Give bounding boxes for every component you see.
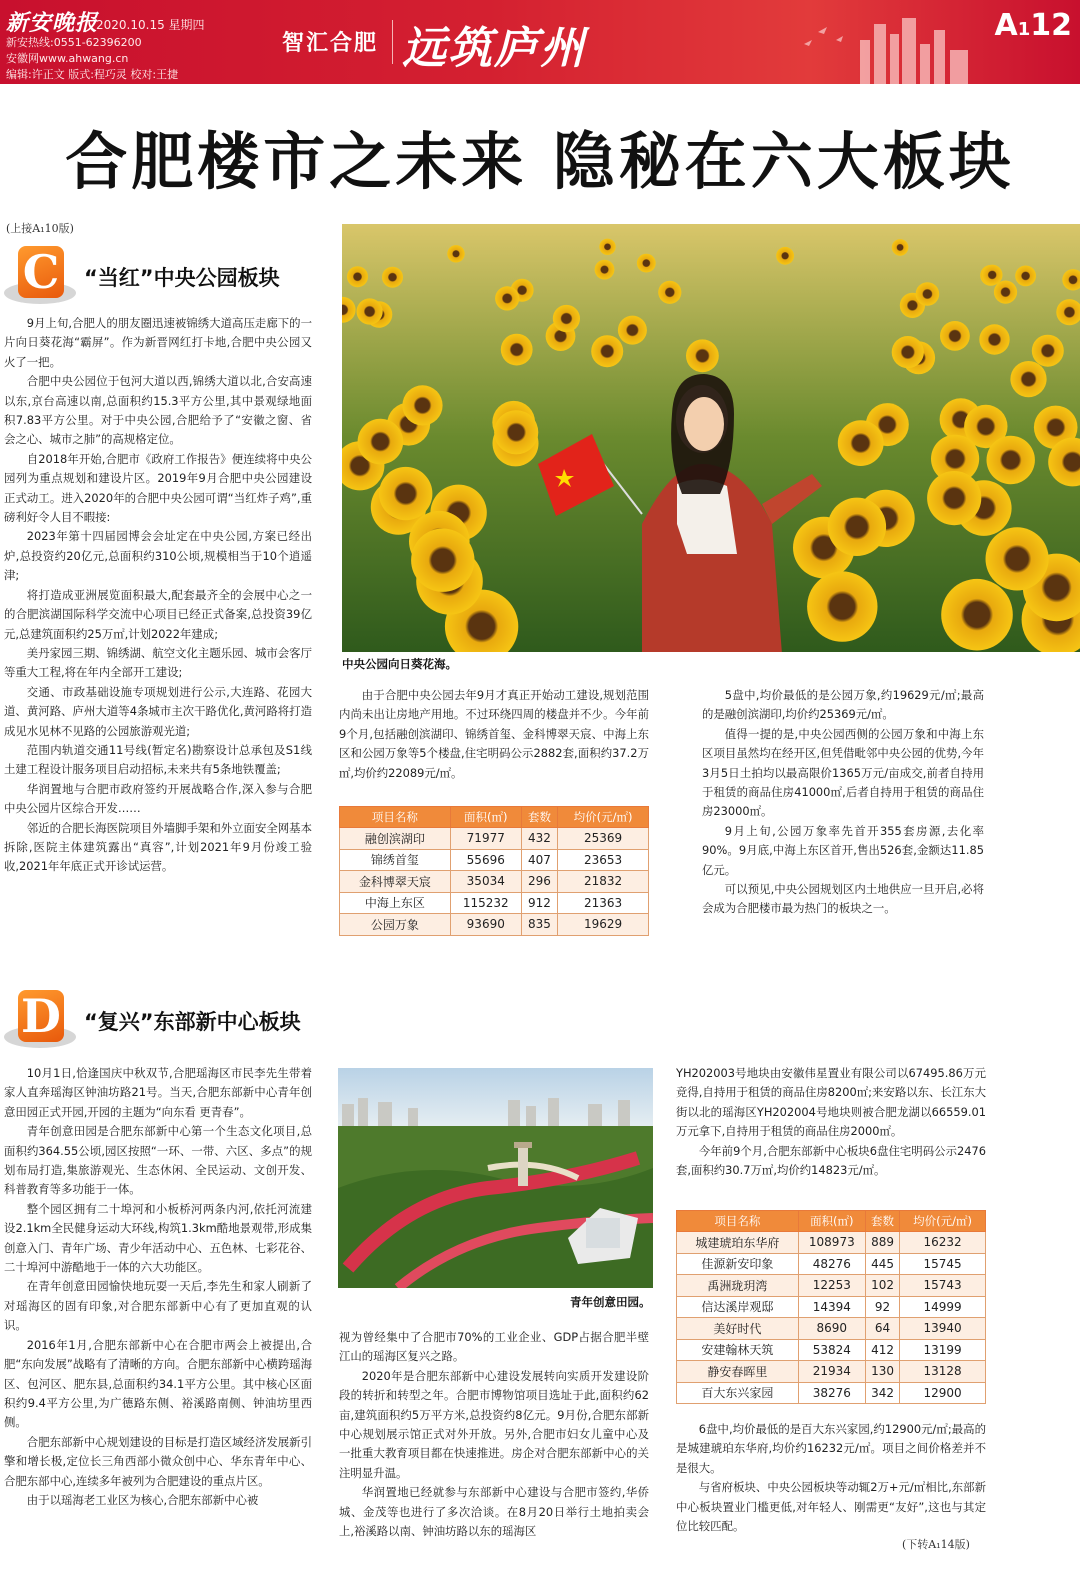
paragraph: YH202003号地块由安徽伟星置业有限公司以67495.86万元竞得,自持用于租赁的商品住房8200㎡;来安路以东、长江东大街以北的瑶海区YH202004号地块则被合肥龙湖以66559.01万元拿下,自持用于租赁的商品住房2000㎡。 bbox=[676, 1066, 986, 1139]
table-cell: 城建琥珀东华府 bbox=[677, 1232, 799, 1254]
paragraph: 美丹家园三期、锦绣湖、航空文化主题乐园、城市会客厅等重大工程,将在年内全部开工建设; bbox=[4, 645, 312, 680]
table-cell: 115232 bbox=[450, 892, 521, 914]
paragraph: 在青年创意田园愉快地玩耍一天后,李先生和家人刷新了对瑶海区的固有印象,对合肥东部新中心有了更加直观的认识。 bbox=[4, 1279, 312, 1333]
table-row bbox=[340, 914, 649, 936]
paragraph: 6盘中,均价最低的是百大东兴家园,约12900元/㎡;最高的是城建琥珀东华府,均价约16232元/㎡。项目之间价格差并不是很大。 bbox=[676, 1422, 986, 1475]
table-cell: 108973 bbox=[798, 1232, 865, 1254]
column-header: 均价(元/㎡) bbox=[558, 807, 649, 828]
headline: 合肥楼市之未来 隐秘在六大板块 bbox=[65, 125, 1015, 198]
table-row bbox=[677, 1361, 986, 1383]
paper-logo: 新安晚报 bbox=[6, 10, 99, 36]
sunflower-icon bbox=[994, 281, 1017, 304]
table-cell: 889 bbox=[865, 1232, 899, 1254]
table-cell: 93690 bbox=[450, 914, 521, 936]
table-cell: 信达溪岸观邸 bbox=[677, 1296, 799, 1318]
sunflower-icon bbox=[892, 336, 924, 368]
paragraph: 2020年是合肥东部新中心建设发展转向实质开发建设阶段的转折和转型之年。合肥市博物馆项目选址于此,面积约62亩,建筑面积约5万平方米,总投资约8亿元。9月份,合肥东部新中心规划展示馆正式对外开放。另外,合肥市妇女儿童中心及一批重大教育项目都在快速推进。房企对合肥东部新中心的关注明显升温。 bbox=[339, 1368, 649, 1480]
sunflower-icon bbox=[411, 529, 474, 592]
sunflower-icon bbox=[941, 579, 1013, 651]
sunflower-icon bbox=[382, 267, 403, 288]
column-header: 套数 bbox=[865, 1211, 899, 1232]
paragraph: 2023年第十四届园博会会址定在中央公园,方案已经出炉,总投资约20亿元,总面积约310公顷,规模相当于10个逍遥津; bbox=[4, 529, 312, 583]
paragraph: 由于以瑶海老工业区为核心,合肥东部新中心被 bbox=[26, 1492, 259, 1507]
sunflower-icon bbox=[595, 260, 615, 280]
table-cell: 445 bbox=[865, 1253, 899, 1275]
table-cell: 禹洲珑玥湾 bbox=[677, 1275, 799, 1297]
section-d-column-3b bbox=[676, 1420, 986, 1536]
section-c-column-3 bbox=[702, 686, 984, 919]
hotline: 新安热线:0551-62396200 bbox=[6, 36, 142, 49]
table-cell: 21832 bbox=[558, 871, 649, 893]
sunflower-icon bbox=[447, 245, 464, 262]
section-d-letter: D bbox=[18, 990, 64, 1042]
table-cell: 835 bbox=[521, 914, 557, 936]
table-cell: 中海上东区 bbox=[340, 892, 451, 914]
sunflower-icon bbox=[987, 436, 1035, 484]
sunflower-icon bbox=[495, 286, 519, 310]
table-cell: 25369 bbox=[558, 828, 649, 850]
column-header: 面积(㎡) bbox=[798, 1211, 865, 1232]
sunflower-icon bbox=[828, 498, 886, 556]
table-cell: 38276 bbox=[798, 1382, 865, 1404]
table-row bbox=[677, 1318, 986, 1340]
table-cell: 14999 bbox=[900, 1296, 986, 1318]
sunflower-icon bbox=[979, 324, 1009, 354]
section-c-column-2 bbox=[339, 686, 649, 783]
sunflower-icon bbox=[494, 410, 538, 454]
continued-from: (上接A₁10版) bbox=[6, 222, 74, 235]
sunflower-icon bbox=[591, 335, 623, 367]
table-cell: 102 bbox=[865, 1275, 899, 1297]
sunflower-icon bbox=[940, 321, 970, 351]
sunflower-icon bbox=[927, 471, 981, 525]
editors: 编辑:许正文 版式:程巧灵 校对:王捷 bbox=[6, 68, 179, 81]
section-d-heading bbox=[4, 990, 324, 1050]
sunflower-icon bbox=[357, 298, 383, 324]
table-cell: 48276 bbox=[798, 1253, 865, 1275]
column-brand-main: 筑庐州 bbox=[448, 23, 586, 74]
table-cell: 15743 bbox=[900, 1275, 986, 1297]
table-cell: 296 bbox=[521, 871, 557, 893]
table-cell: 16232 bbox=[900, 1232, 986, 1254]
sunflower-icon bbox=[838, 420, 884, 466]
section-d-column-3 bbox=[676, 1064, 986, 1180]
sunflower-icon bbox=[379, 467, 432, 520]
section-c-heading bbox=[4, 246, 324, 306]
table-row bbox=[677, 1232, 986, 1254]
section-d-price-table bbox=[676, 1210, 986, 1404]
paragraph: 5盘中,均价最低的是公园万象,约19629元/㎡;最高的是融创滨湖印,均价约25369元/㎡。 bbox=[702, 688, 984, 722]
creative-park-image bbox=[338, 1068, 653, 1288]
sunflower-icon bbox=[658, 281, 681, 304]
table-cell: 13128 bbox=[900, 1361, 986, 1383]
table-cell: 静安春晖里 bbox=[677, 1361, 799, 1383]
paragraph: 2016年1月,合肥东部新中心在合肥市两会上被提出,合肥“东向发展”战略有了清晰的方向。合肥东部新中心横跨瑶海区、包河区、肥东县,总面积约34.1平方公里。其中核心区面积约9.4平方公里,为广德路东侧、裕溪路南侧、钟油坊里西侧。 bbox=[4, 1337, 312, 1430]
section-c-title: “当红”中央公园板块 bbox=[84, 266, 280, 290]
section-d-column-1 bbox=[4, 1064, 312, 1510]
section-name: 智汇合肥 bbox=[282, 31, 379, 56]
table-row bbox=[677, 1382, 986, 1404]
table-row bbox=[340, 828, 649, 850]
sunflower-icon bbox=[358, 419, 404, 465]
table-cell: 8690 bbox=[798, 1318, 865, 1340]
table-cell: 金科博翠天宸 bbox=[340, 871, 451, 893]
paragraph: 将打造成亚洲展览面积最大,配套最齐全的会展中心之一的合肥滨湖国际科学交流中心项目已经正式备案,总投资39亿元,总建筑面积约25万㎡,计划2022年建成; bbox=[4, 587, 312, 641]
table-cell: 百大东兴家园 bbox=[677, 1382, 799, 1404]
sunflower-icon bbox=[916, 282, 940, 306]
paragraph: 交通、市政基础设施专项规划进行公示,大连路、花园大道、黄河路、庐州大道等4条城市主次干路优化,黄河路将打造成见水见林不见路的公园旅游观光道; bbox=[4, 684, 312, 738]
table-cell: 佳源新安印象 bbox=[677, 1253, 799, 1275]
column-header: 项目名称 bbox=[340, 807, 451, 828]
table-cell: 21934 bbox=[798, 1361, 865, 1383]
column-brand bbox=[402, 12, 586, 76]
sunflower-icon bbox=[686, 339, 719, 372]
sunflower-icon bbox=[553, 305, 580, 332]
paragraph: 华润置地与合肥市政府签约开展战略合作,深入参与合肥中央公园片区综合开发…… bbox=[4, 781, 312, 816]
table-cell: 安建翰林天筑 bbox=[677, 1339, 799, 1361]
table-cell: 14394 bbox=[798, 1296, 865, 1318]
sunflower-icon bbox=[402, 385, 442, 425]
sunflower-icon bbox=[1010, 361, 1046, 397]
paragraph: 与省府板块、中央公园板块等动辄2万+元/㎡相比,东部新中心板块置业门槛更低,对年轻人、刚需更“友好”,这也与其定位比较匹配。 bbox=[676, 1480, 986, 1534]
website: 安徽网www.ahwang.cn bbox=[6, 52, 129, 65]
paragraph: 范围内轨道交通11号线(暂定名)勘察设计总承包及S1线土建工程设计服务项目启动招标,未来共有5条地铁覆盖; bbox=[4, 742, 312, 777]
table-row bbox=[677, 1253, 986, 1275]
sunflower-field-image bbox=[342, 224, 1080, 652]
table-cell: 92 bbox=[865, 1296, 899, 1318]
table-cell: 53824 bbox=[798, 1339, 865, 1361]
column-header: 面积(㎡) bbox=[450, 807, 521, 828]
paragraph: 视为曾经集中了合肥市70%的工业企业、GDP占据合肥半壁江山的瑶海区复兴之路。 bbox=[339, 1330, 649, 1364]
section-d-column-2 bbox=[339, 1328, 649, 1541]
paragraph: 可以预见,中央公园规划区内土地供应一旦开启,必将会成为合肥楼市最为热门的板块之一。 bbox=[702, 882, 984, 916]
table-row bbox=[340, 871, 649, 893]
sunflower-icon bbox=[1032, 335, 1064, 367]
paragraph: 10月1日,恰逢国庆中秋双节,合肥瑶海区市民李先生带着家人直奔瑶海区钟油坊路21号。当天,合肥东部新中心青年创意田园正式开园,开园的主题为“向东看 更青春”。 bbox=[4, 1066, 312, 1119]
table-cell: 407 bbox=[521, 849, 557, 871]
paragraph: 自2018年开始,合肥市《政府工作报告》便连续将中央公园列为重点规划和建设片区。2019年9月合肥中央公园建设正式动工。进入2020年的合肥中央公园可谓“当红炸子鸡”,重磅利好令人目不暇接: bbox=[4, 451, 312, 525]
sunflower-caption: 中央公园向日葵花海。 bbox=[342, 657, 457, 671]
table-cell: 锦绣首玺 bbox=[340, 849, 451, 871]
table-row bbox=[340, 849, 649, 871]
table-header-row bbox=[677, 1211, 986, 1232]
section-c-letter: C bbox=[18, 246, 64, 298]
table-cell: 64 bbox=[865, 1318, 899, 1340]
column-header: 均价(元/㎡) bbox=[900, 1211, 986, 1232]
table-cell: 912 bbox=[521, 892, 557, 914]
table-cell: 13940 bbox=[900, 1318, 986, 1340]
table-cell: 71977 bbox=[450, 828, 521, 850]
issue-date: 2020.10.15 星期四 bbox=[96, 18, 205, 32]
section-d-title: “复兴”东部新中心板块 bbox=[84, 1010, 301, 1034]
table-cell: 432 bbox=[521, 828, 557, 850]
section-c-column-1 bbox=[4, 314, 312, 877]
paragraph: 合肥东部新中心规划建设的目标是打造区域经济发展新引擎和增长极,定位长三角西部小微众创中心、华东青年中心、合肥东部中心,连续多年被列为合肥建设的重点片区。 bbox=[4, 1434, 312, 1488]
masthead-divider bbox=[392, 20, 393, 64]
column-header: 项目名称 bbox=[677, 1211, 799, 1232]
column-header: 套数 bbox=[521, 807, 557, 828]
paragraph: 由于合肥中央公园去年9月才真正开始动工建设,规划范围内尚未出让房地产用地。不过环绕四周的楼盘并不少。今年前9个月,包括融创滨湖印、锦绣首玺、金科博翠天宸、中海上东区和公园万象等5个楼盘,住宅明码公示2882套,面积约37.2万㎡,均价约22089元/㎡。 bbox=[339, 688, 649, 780]
paragraph: 9月上旬,合肥人的朋友圈迅速被锦绣大道高压走廊下的一片向日葵花海“霸屏”。作为新晋网红打卡地,合肥中央公园又火了一把。 bbox=[4, 316, 312, 369]
column-brand-prefix: 远 bbox=[402, 23, 448, 74]
sunflower-icon bbox=[501, 334, 533, 366]
sunflower-icon bbox=[986, 527, 1049, 590]
table-cell: 21363 bbox=[558, 892, 649, 914]
table-cell: 公园万象 bbox=[340, 914, 451, 936]
paragraph: 青年创意田园是合肥东部新中心第一个生态文化项目,总面积约364.55公顷,园区按照“一环、一带、六区、多点”的规划布局打造,集旅游观光、生态休闲、全民运动、文创开发、科普教育等多功能于一体。 bbox=[4, 1124, 312, 1197]
sunflower-icon bbox=[1015, 266, 1036, 287]
sunflower-icon bbox=[982, 265, 1003, 286]
sunflower-icon bbox=[347, 266, 368, 287]
table-row bbox=[340, 892, 649, 914]
table-cell: 融创滨湖印 bbox=[340, 828, 451, 850]
table-cell: 15745 bbox=[900, 1253, 986, 1275]
table-cell: 19629 bbox=[558, 914, 649, 936]
sunflower-icon bbox=[637, 254, 656, 273]
paragraph: 值得一提的是,中央公园西侧的公园万象和中海上东区项目虽然均在经开区,但凭借毗邻中央公园的优势,今年3月5日土拍均以最高限价1365万元/亩成交,前者自持用于租赁的商品住房41000㎡,后者自持用于租赁的商品住房23000㎡。 bbox=[702, 726, 984, 819]
table-cell: 412 bbox=[865, 1339, 899, 1361]
paragraph: 华润置地已经就参与东部新中心建设与合肥市签约,华侨城、金茂等也进行了多次洽谈。在8月20日举行土地拍卖会上,裕溪路以南、钟油坊路以东的瑶海区 bbox=[339, 1485, 649, 1539]
masthead bbox=[0, 0, 1080, 84]
paragraph: 合肥中央公园位于包河大道以西,锦绣大道以北,合安高速以东,京台高速以南,总面积约15.3平方公里,其中景观绿地面积7.83平方公里。对于中央公园,合肥给予了“安徽之窗、省会之心、城市之肺”的高规格定位。 bbox=[4, 374, 312, 447]
page-number: A112 bbox=[994, 8, 1072, 43]
table-cell: 12900 bbox=[900, 1382, 986, 1404]
table-row bbox=[677, 1339, 986, 1361]
table-header-row bbox=[340, 807, 649, 828]
sunflower-icon bbox=[618, 316, 647, 345]
table-row bbox=[677, 1296, 986, 1318]
continued-to: (下转A₁14版) bbox=[902, 1538, 970, 1551]
sunflower-icon bbox=[599, 239, 615, 255]
table-cell: 12253 bbox=[798, 1275, 865, 1297]
sunflower-icon bbox=[776, 247, 794, 265]
table-row bbox=[677, 1275, 986, 1297]
paragraph: 整个园区拥有二十埠河和小板桥河两条内河,依托河流建设2.1km全民健身运动大环线,构筑1.3km酷地景观带,形成集创意入门、青年广场、青少年活动中心、五色林、七彩花谷、二十埠河中游酷地于一体的六大功能区。 bbox=[4, 1201, 312, 1275]
table-cell: 342 bbox=[865, 1382, 899, 1404]
paragraph: 邻近的合肥长海医院项目外墙脚手架和外立面安全网基本拆除,医院主体建筑露出“真容”,计划2021年9月份竣工验收,2021年年底正式开诊试运营。 bbox=[4, 820, 312, 874]
section-c-price-table bbox=[339, 806, 649, 936]
table-cell: 23653 bbox=[558, 849, 649, 871]
table-cell: 35034 bbox=[450, 871, 521, 893]
sunflower-photo bbox=[342, 224, 1080, 652]
park-photo bbox=[338, 1068, 653, 1288]
park-caption: 青年创意田园。 bbox=[570, 1295, 651, 1309]
sunflower-icon bbox=[807, 571, 877, 641]
paragraph: 9月上旬,公园万象率先首开355套房源,去化率90%。9月底,中海上东区首开,售出526套,金额达11.85亿元。 bbox=[702, 823, 984, 877]
table-cell: 130 bbox=[865, 1361, 899, 1383]
skyline-icon bbox=[800, 10, 1000, 84]
table-cell: 13199 bbox=[900, 1339, 986, 1361]
paragraph: 今年前9个月,合肥东部新中心板块6盘住宅明码公示2476套,面积约30.7万㎡,均价约14823元/㎡。 bbox=[676, 1143, 986, 1178]
sunflower-icon bbox=[892, 239, 909, 256]
table-cell: 55696 bbox=[450, 849, 521, 871]
table-cell: 美好时代 bbox=[677, 1318, 799, 1340]
